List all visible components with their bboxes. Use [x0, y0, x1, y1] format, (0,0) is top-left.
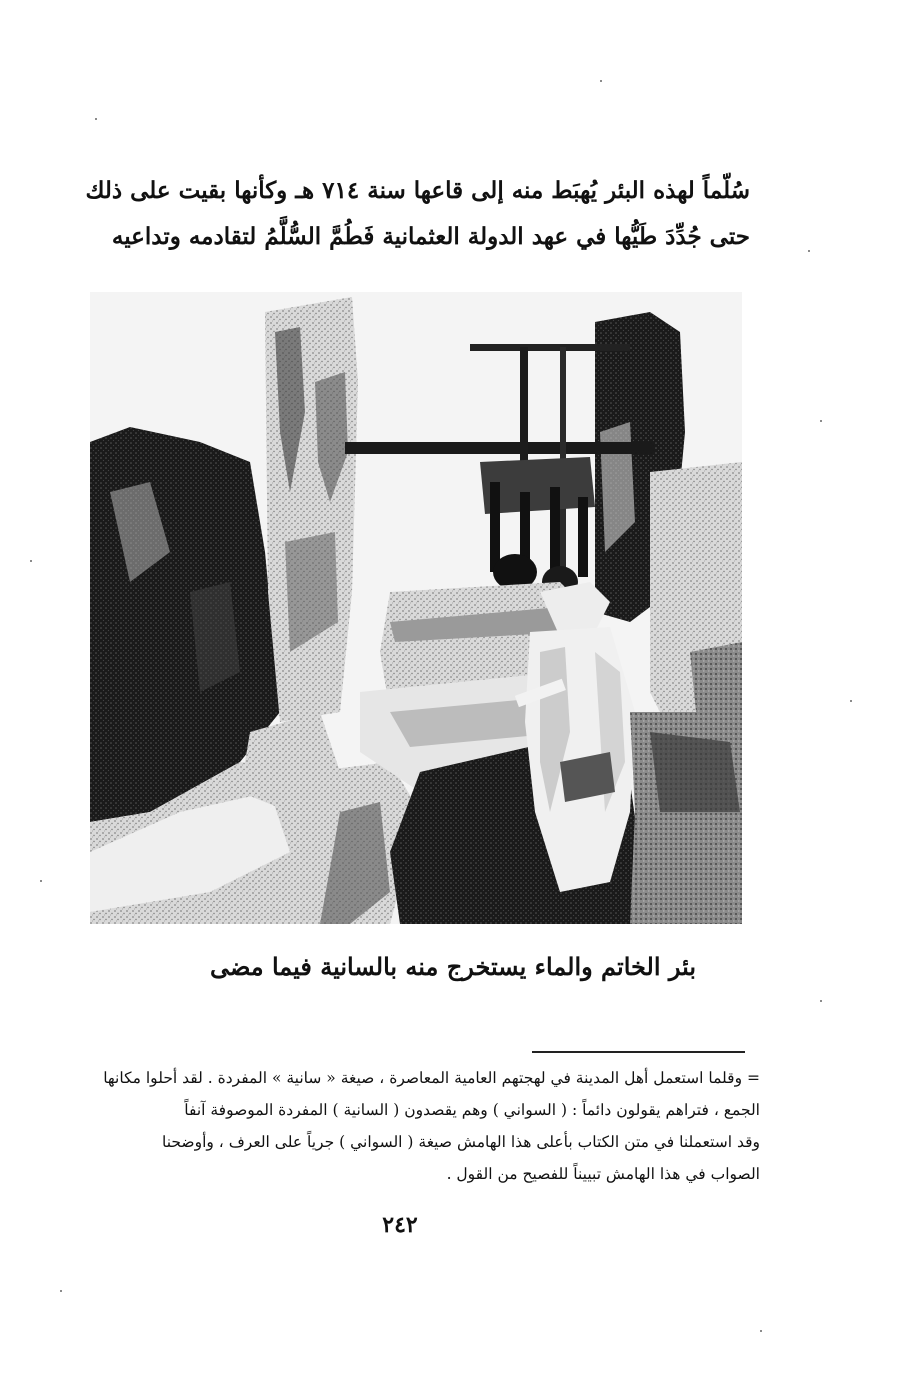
scan-speck	[600, 80, 602, 82]
body-line: سُلّماً لهذه البئر يُهبَط منه إلى قاعها سنة ٧١٤ هـ وكأنها بقيت على ذلك	[85, 177, 750, 204]
page-number: ٢٤٢	[382, 1212, 418, 1238]
scan-speck	[820, 1000, 822, 1002]
scan-speck	[60, 1290, 62, 1292]
scan-speck	[95, 118, 97, 120]
footnote-line: = وقلما استعمل أهل المدينة في لهجتهم العامية المعاصرة ، صيغة « سانية » المفردة . لقد أحلوا مكانها	[103, 1069, 760, 1087]
photo-caption: بئر الخاتم والماء يستخرج منه بالسانية فيما مضى	[209, 952, 697, 981]
body-paragraph	[80, 168, 750, 260]
footnote-line: الجمع ، فتراهم يقولون دائماً : ( السواني ) وهم يقصدون ( السانية ) المفردة الموصوفة آنفاً	[184, 1101, 760, 1119]
scan-speck	[808, 250, 810, 252]
body-line: حتى جُدِّدَ طَيُّها في عهد الدولة العثمانية فَطُمَّ السُّلَّمُ لتقادمه وتداعيه	[111, 223, 750, 250]
scan-speck	[820, 420, 822, 422]
scan-speck	[40, 880, 42, 882]
scan-speck	[760, 1330, 762, 1332]
footnote-line: الصواب في هذا الهامش تبييناً للفصيح من القول .	[446, 1165, 760, 1183]
footnote	[72, 1062, 760, 1190]
scan-speck	[850, 700, 852, 702]
footnote-line: وقد استعملنا في متن الكتاب بأعلى هذا الهامش صيغة ( السواني ) جرياً على العرف ، وأوضحنا	[162, 1133, 760, 1151]
scan-speck	[30, 560, 32, 562]
well-photo	[90, 292, 742, 924]
footnote-divider	[532, 1051, 745, 1053]
